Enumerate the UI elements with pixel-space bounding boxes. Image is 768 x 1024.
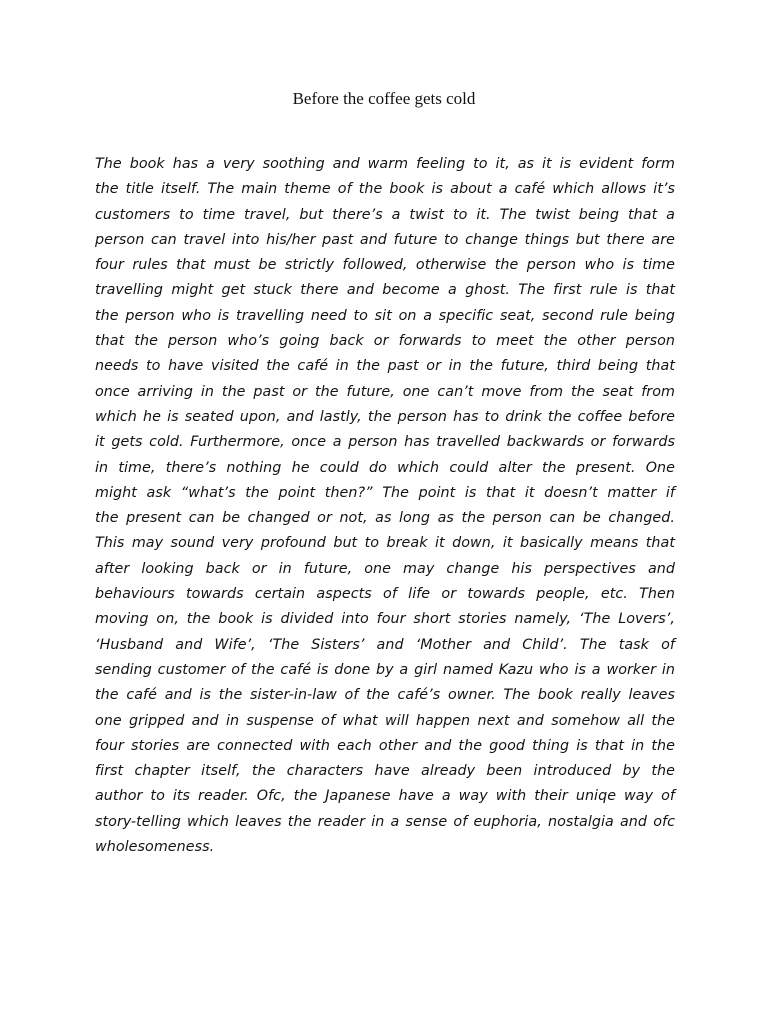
body-line: author to its reader. Ofc, the Japanese have a way with their uniqe way of [95,788,675,805]
body-line: after looking back or in future, one may change his perspectives and [95,560,675,577]
body-line: first chapter itself, the characters have already been introduced by the [95,763,675,780]
body-line: ‘Husband and Wife’, ‘The Sisters’ and ‘Mother and Child’. The task of [95,636,675,653]
body-line: it gets cold. Furthermore, once a person has travelled backwards or forwards [95,434,675,451]
document-body [95,152,675,860]
body-line: The book has a very soothing and warm feeling to it, as it is evident form [95,156,675,172]
body-line: four rules that must be strictly followed, otherwise the person who is time [95,257,675,274]
body-line: needs to have visited the café in the past or in the future, third being that [95,358,675,375]
body-line: customers to time travel, but there’s a twist to it. The twist being that a [95,206,675,223]
body-line: moving on, the book is divided into four short stories namely, ‘The Lovers’, [95,611,675,628]
body-line: which he is seated upon, and lastly, the person has to drink the coffee before [95,408,675,425]
body-line: the present can be changed or not, as long as the person can be changed. [95,510,675,527]
body-line: the café and is the sister-in-law of the café’s owner. The book really leaves [95,687,675,704]
body-line: in time, there’s nothing he could do which could alter the present. One [95,459,675,476]
body-line: the title itself. The main theme of the book is about a café which allows it’s [95,181,675,198]
body-line: person can travel into his/her past and future to change things but there are [95,231,675,248]
body-line: might ask “what’s the point then?” The point is that it doesn’t matter if [95,484,675,501]
body-line: behaviours towards certain aspects of life or towards people, etc. Then [95,586,675,603]
document-title: Before the coffee gets cold [292,89,476,108]
body-line: This may sound very profound but to break it down, it basically means that [95,535,675,552]
body-line: travelling might get stuck there and become a ghost. The first rule is that [95,282,675,299]
body-line: wholesomeness. [95,839,215,856]
body-line: the person who is travelling need to sit on a specific seat, second rule being [95,307,675,324]
body-line: that the person who’s going back or forwards to meet the other person [95,333,675,350]
body-line: sending customer of the café is done by a girl named Kazu who is a worker in [95,661,675,678]
body-line: once arriving in the past or the future, one can’t move from the seat from [95,383,675,400]
body-line: story-telling which leaves the reader in a sense of euphoria, nostalgia and ofc [95,813,675,830]
body-line: one gripped and in suspense of what will happen next and somehow all the [95,712,675,729]
body-line: four stories are connected with each other and the good thing is that in the [95,737,675,754]
